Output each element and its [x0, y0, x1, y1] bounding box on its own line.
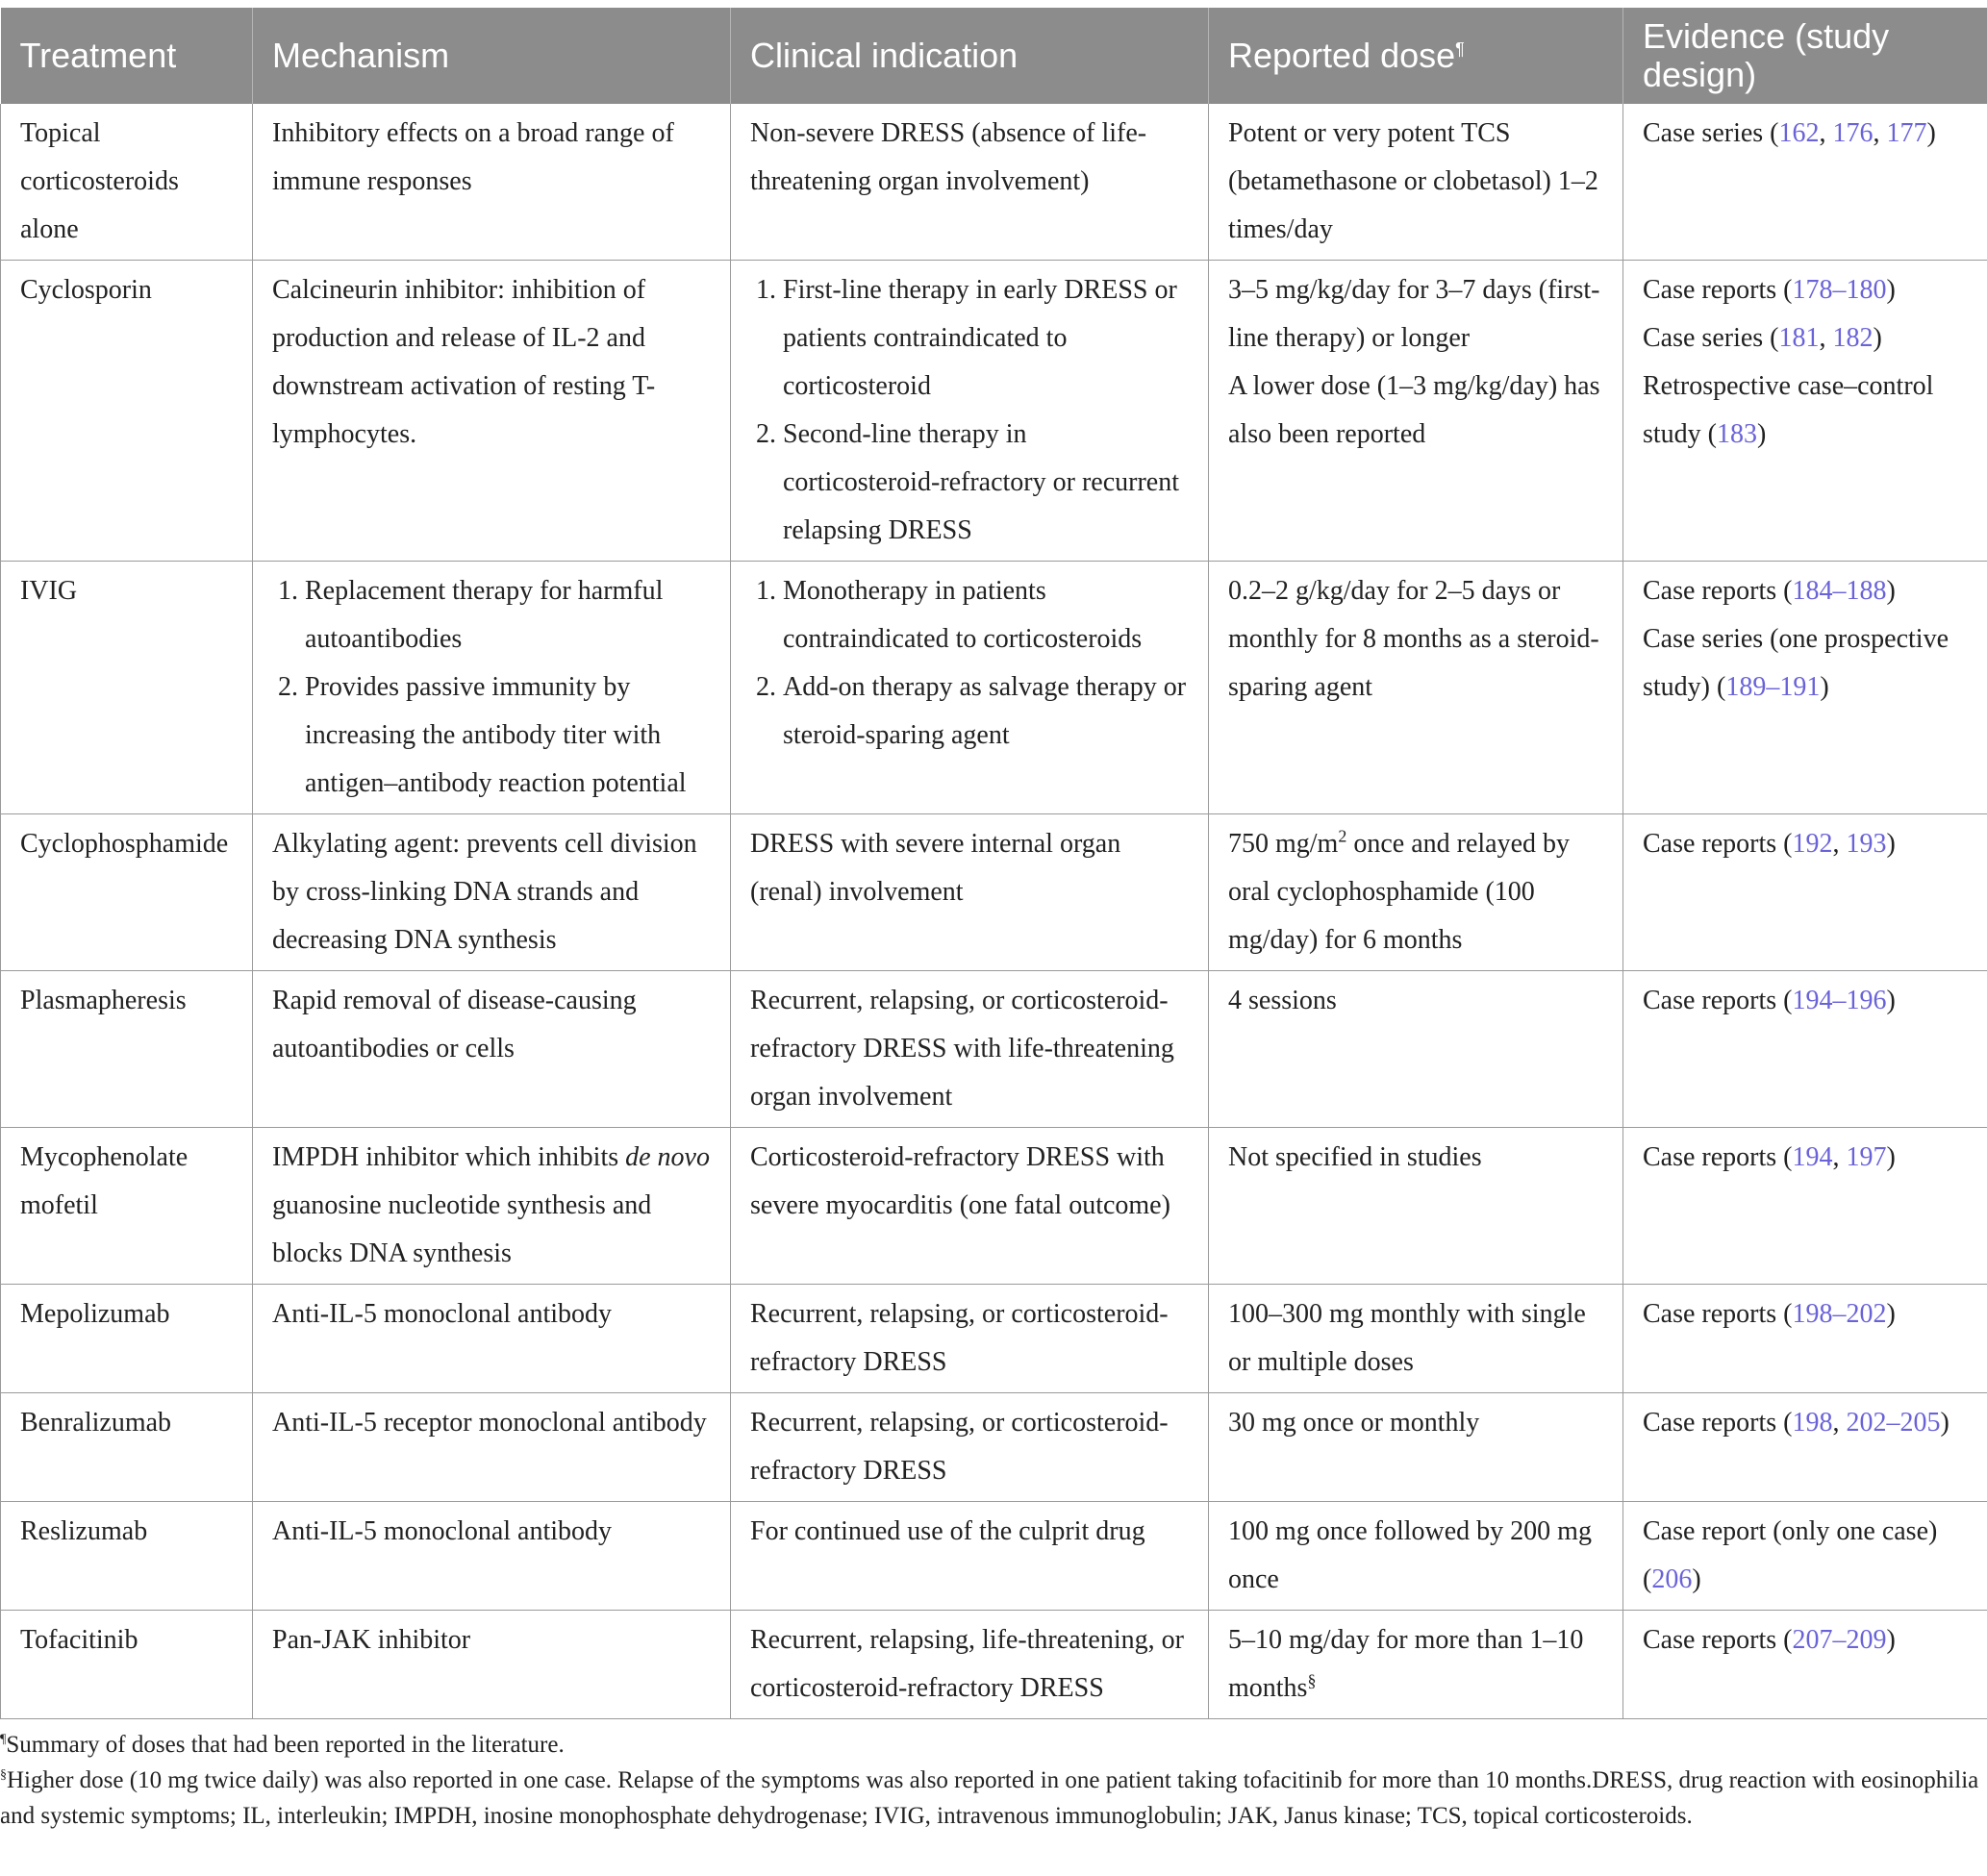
cell-evidence: Case series (162, 176, 177)	[1623, 104, 1987, 261]
evidence-text: Case report (only one case) (	[1643, 1516, 1938, 1594]
cell-mechanism	[253, 1128, 731, 1285]
cell-mechanism: Pan-JAK inhibitor	[253, 1611, 731, 1719]
table-footnotes	[0, 1719, 1987, 1834]
treatment-table	[0, 8, 1987, 1719]
footnote-mark: ¶	[0, 1732, 7, 1747]
cell-dose: 100 mg once followed by 200 mg once	[1209, 1502, 1623, 1611]
reference-link[interactable]: 182	[1832, 323, 1874, 353]
cell-indication	[731, 562, 1209, 814]
table-page	[0, 8, 1987, 1834]
reference-link[interactable]: 189–191	[1725, 672, 1821, 702]
cell-indication: Recurrent, relapsing, or corticosteroid-refractory DRESS with life-threatening organ involvement	[731, 971, 1209, 1128]
cell-indication	[731, 261, 1209, 562]
reference-link[interactable]: 206	[1651, 1564, 1693, 1594]
cell-evidence	[1623, 261, 1987, 562]
cell-evidence	[1623, 1502, 1987, 1611]
list-item: 1. Monotherapy in patients contraindicated to corticosteroids	[783, 567, 1189, 663]
table-row	[1, 971, 1987, 1128]
cell-treatment: Reslizumab	[1, 1502, 253, 1611]
cell-indication: For continued use of the culprit drug	[731, 1502, 1209, 1611]
evidence-text: Case reports (	[1643, 1299, 1793, 1329]
evidence-text: )	[1757, 419, 1767, 449]
evidence-text: )	[1926, 118, 1936, 148]
evidence-line: Case series (181, 182)	[1643, 323, 1882, 353]
evidence-text: Case series (one prospective study) (	[1643, 624, 1949, 702]
reference-link[interactable]: 193	[1846, 829, 1887, 859]
evidence-text: )	[1873, 323, 1882, 353]
cell-treatment: Cyclosporin	[1, 261, 253, 562]
dose-superscript: 2	[1338, 826, 1347, 846]
cell-treatment: Plasmapheresis	[1, 971, 253, 1128]
dose-footnote-mark: §	[1307, 1670, 1317, 1690]
reference-link[interactable]: 197	[1846, 1142, 1887, 1172]
reference-link[interactable]: 198–202	[1792, 1299, 1887, 1329]
cell-treatment: Topical corticosteroids alone	[1, 104, 253, 261]
header-indication: Clinical indication	[731, 8, 1209, 104]
table-row	[1, 1393, 1987, 1502]
table-row	[1, 1502, 1987, 1611]
list-item: 2. Provides passive immunity by increasing the antibody titer with antigen–antibody reaction potential	[305, 663, 711, 808]
reference-link[interactable]: 178–180	[1792, 275, 1887, 305]
header-dose-label: Reported dose	[1228, 36, 1456, 75]
evidence-line	[1643, 615, 1968, 712]
dose-text: once and relayed by oral cyclophosphamide (100 mg/day) for 6 months	[1228, 829, 1571, 955]
cell-indication: DRESS with severe internal organ (renal) involvement	[731, 814, 1209, 971]
table-row	[1, 1128, 1987, 1285]
evidence-text: Case reports (	[1643, 986, 1793, 1015]
table-row	[1, 1285, 1987, 1393]
table-row	[1, 1611, 1987, 1719]
cell-mechanism: Inhibitory effects on a broad range of immune responses	[253, 104, 731, 261]
table-header-row	[1, 8, 1987, 104]
footnote-1	[0, 1727, 1987, 1763]
cell-indication: Recurrent, relapsing, or corticosteroid-refractory DRESS	[731, 1393, 1209, 1502]
evidence-text: Case reports (	[1643, 576, 1793, 606]
cell-dose	[1209, 814, 1623, 971]
cell-dose	[1209, 261, 1623, 562]
cell-dose: Not specified in studies	[1209, 1128, 1623, 1285]
evidence-text: )	[1820, 672, 1829, 702]
list-item: 2. Add-on therapy as salvage therapy or steroid-sparing agent	[783, 663, 1189, 760]
evidence-text: Case reports (	[1643, 1142, 1793, 1172]
indication-list	[750, 567, 1189, 760]
cell-evidence	[1623, 971, 1987, 1128]
reference-link[interactable]: 198	[1792, 1408, 1833, 1438]
header-dose-mark: ¶	[1455, 39, 1465, 59]
evidence-text: Case reports (	[1643, 275, 1793, 305]
evidence-text: )	[1940, 1408, 1949, 1438]
cell-evidence: Case reports (194, 197)	[1623, 1128, 1987, 1285]
cell-treatment: Benralizumab	[1, 1393, 253, 1502]
list-item: 1. Replacement therapy for harmful autoantibodies	[305, 567, 711, 663]
table-row	[1, 814, 1987, 971]
header-treatment: Treatment	[1, 8, 253, 104]
cell-mechanism	[253, 562, 731, 814]
mechanism-text: IMPDH inhibitor which inhibits	[272, 1142, 626, 1172]
mechanism-list	[272, 567, 711, 808]
evidence-text: Case reports (	[1643, 1625, 1793, 1655]
evidence-text: )	[1886, 576, 1896, 606]
cell-evidence	[1623, 1611, 1987, 1719]
evidence-text: Case series (	[1643, 323, 1779, 353]
dose-text: 5–10 mg/day for more than 1–10 months	[1228, 1625, 1584, 1703]
cell-mechanism: Calcineurin inhibitor: inhibition of production and release of IL-2 and downstream activation of resting T-lymphocytes.	[253, 261, 731, 562]
evidence-text: )	[1886, 986, 1896, 1015]
reference-link[interactable]: 184–188	[1792, 576, 1887, 606]
footnote-2	[0, 1763, 1987, 1834]
mechanism-italic: de novo	[625, 1142, 710, 1172]
header-mechanism: Mechanism	[253, 8, 731, 104]
indication-list	[750, 266, 1189, 555]
table-row	[1, 562, 1987, 814]
evidence-text: Case reports (	[1643, 1408, 1793, 1438]
evidence-text: )	[1692, 1564, 1701, 1594]
cell-dose: 30 mg once or monthly	[1209, 1393, 1623, 1502]
evidence-text: )	[1886, 829, 1896, 859]
evidence-line	[1643, 567, 1968, 615]
table-row	[1, 261, 1987, 562]
cell-indication: Corticosteroid-refractory DRESS with severe myocarditis (one fatal outcome)	[731, 1128, 1209, 1285]
mechanism-text: guanosine nucleotide synthesis and blocks DNA synthesis	[272, 1190, 652, 1268]
evidence-text: Retrospective case–control study (	[1643, 371, 1934, 449]
evidence-text: )	[1886, 275, 1896, 305]
dose-text: 750 mg/m	[1228, 829, 1339, 859]
reference-link[interactable]: 194	[1792, 1142, 1833, 1172]
cell-dose	[1209, 1611, 1623, 1719]
evidence-line	[1643, 363, 1968, 459]
list-item: 2. Second-line therapy in corticosteroid-refractory or recurrent relapsing DRESS	[783, 411, 1189, 555]
cell-mechanism: Anti-IL-5 receptor monoclonal antibody	[253, 1393, 731, 1502]
reference-link[interactable]: 183	[1717, 419, 1757, 449]
evidence-text: Case series (	[1643, 118, 1779, 148]
cell-dose: 0.2–2 g/kg/day for 2–5 days or monthly for 8 months as a steroid-sparing agent	[1209, 562, 1623, 814]
evidence-text: )	[1886, 1299, 1896, 1329]
cell-mechanism: Anti-IL-5 monoclonal antibody	[253, 1502, 731, 1611]
footnote-text: Higher dose (10 mg twice daily) was also reported in one case. Relapse of the symptoms was also reported in one patient taking tofacitinib for more than 10 months.DRESS, drug reaction with eosinophilia and systemic symptoms; IL, interleukin; IMPDH, inosine monophosphate dehydrogenase; IVIG, intravenous immunoglobulin; JAK, Janus kinase; TCS, topical corticosteroids.	[0, 1767, 1979, 1829]
reference-link[interactable]: 162	[1778, 118, 1820, 148]
reference-link[interactable]: 181	[1778, 323, 1820, 353]
evidence-text: Case reports (	[1643, 829, 1793, 859]
cell-mechanism: Alkylating agent: prevents cell division by cross-linking DNA strands and decreasing DNA synthesis	[253, 814, 731, 971]
cell-mechanism: Rapid removal of disease-causing autoantibodies or cells	[253, 971, 731, 1128]
cell-dose: 100–300 mg monthly with single or multiple doses	[1209, 1285, 1623, 1393]
reference-link[interactable]: 177	[1886, 118, 1927, 148]
cell-treatment: Mycophenolate mofetil	[1, 1128, 253, 1285]
evidence-text: )	[1886, 1142, 1896, 1172]
reference-link[interactable]: 194–196	[1792, 986, 1887, 1015]
cell-mechanism: Anti-IL-5 monoclonal antibody	[253, 1285, 731, 1393]
cell-treatment: Mepolizumab	[1, 1285, 253, 1393]
evidence-text: )	[1886, 1625, 1896, 1655]
cell-indication: Recurrent, relapsing, life-threatening, or corticosteroid-refractory DRESS	[731, 1611, 1209, 1719]
cell-evidence: Case reports (192, 193)	[1623, 814, 1987, 971]
reference-link[interactable]: 207–209	[1792, 1625, 1887, 1655]
cell-treatment: Tofacitinib	[1, 1611, 253, 1719]
cell-indication: Recurrent, relapsing, or corticosteroid-refractory DRESS	[731, 1285, 1209, 1393]
dose-line: A lower dose (1–3 mg/kg/day) has also been reported	[1228, 371, 1600, 449]
cell-indication: Non-severe DRESS (absence of life-threatening organ involvement)	[731, 104, 1209, 261]
cell-evidence	[1623, 1285, 1987, 1393]
footnote-text: Summary of doses that had been reported in the literature.	[6, 1732, 565, 1758]
footnote-mark: §	[0, 1767, 7, 1783]
reference-link[interactable]: 192	[1792, 829, 1833, 859]
reference-link[interactable]: 202–205	[1846, 1408, 1941, 1438]
list-item: 1. First-line therapy in early DRESS or patients contraindicated to corticosteroid	[783, 266, 1189, 411]
evidence-line	[1643, 266, 1968, 314]
cell-treatment: Cyclophosphamide	[1, 814, 253, 971]
header-dose	[1209, 8, 1623, 104]
cell-dose: Potent or very potent TCS (betamethasone or clobetasol) 1–2 times/day	[1209, 104, 1623, 261]
header-evidence: Evidence (study design)	[1623, 8, 1987, 104]
reference-link[interactable]: 176	[1832, 118, 1874, 148]
dose-line: 3–5 mg/kg/day for 3–7 days (first-line therapy) or longer	[1228, 275, 1600, 353]
cell-evidence	[1623, 562, 1987, 814]
table-row	[1, 104, 1987, 261]
cell-treatment: IVIG	[1, 562, 253, 814]
cell-dose: 4 sessions	[1209, 971, 1623, 1128]
cell-evidence: Case reports (198, 202–205)	[1623, 1393, 1987, 1502]
